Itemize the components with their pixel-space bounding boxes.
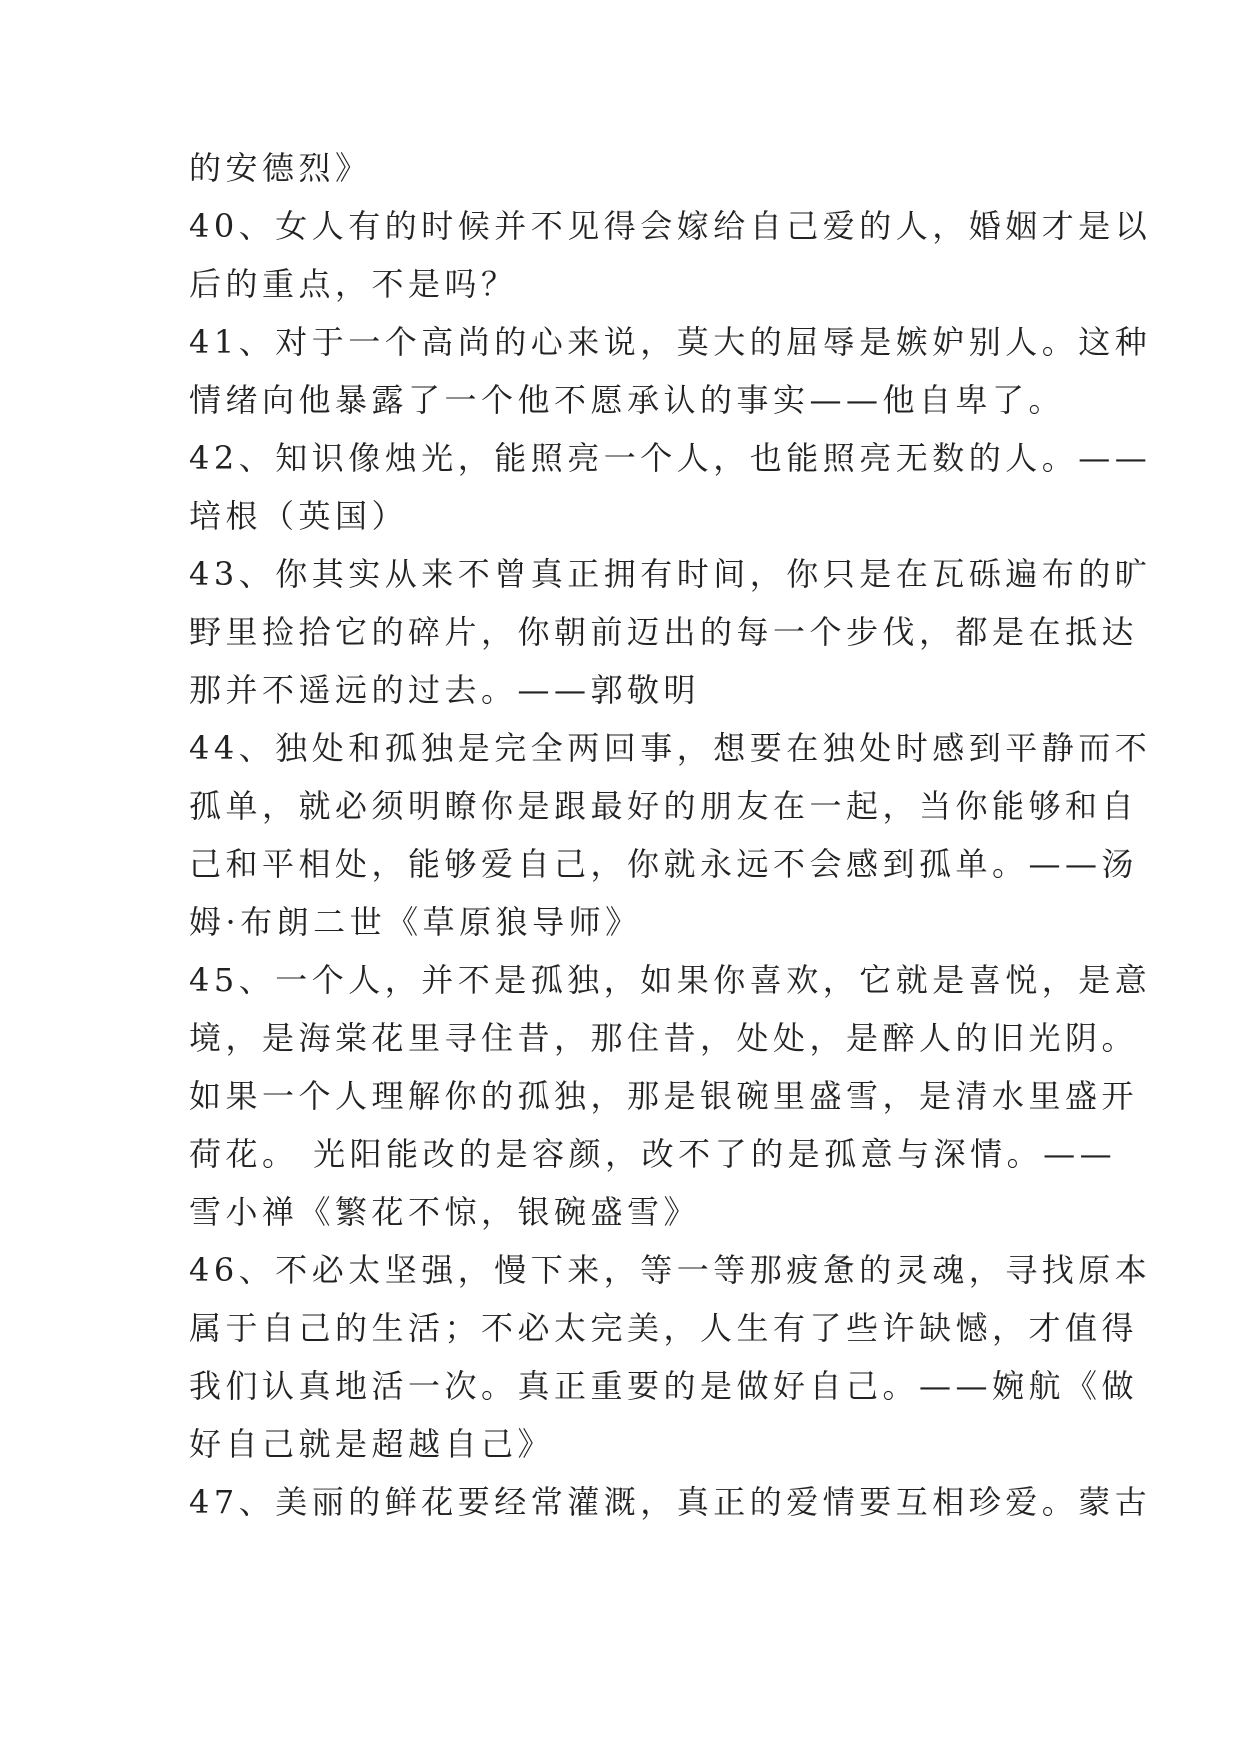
text-line: 情绪向他暴露了一个他不愿承认的事实——他自卑了。	[189, 381, 1066, 419]
text-line: 己和平相处，能够爱自己，你就永远不会感到孤单。——汤	[189, 845, 1139, 883]
text-line: 我们认真地活一次。真正重要的是做好自己。——婉航《做	[189, 1367, 1139, 1405]
text-line: 42、知识像烛光，能照亮一个人，也能照亮无数的人。——	[189, 439, 1152, 477]
text-line: 境，是海棠花里寻住昔，那住昔，处处，是醉人的旧光阴。	[189, 1019, 1139, 1057]
text-line: 45、一个人，并不是孤独，如果你喜欢，它就是喜悦，是意	[189, 961, 1152, 999]
text-line: 好自己就是超越自己》	[189, 1425, 555, 1463]
text-line: 46、不必太坚强，慢下来，等一等那疲惫的灵魂，寻找原本	[189, 1251, 1152, 1289]
text-line: 野里捡拾它的碎片，你朝前迈出的每一个步伐，都是在抵达	[189, 613, 1139, 651]
text-line: 41、对于一个高尚的心来说，莫大的屈辱是嫉妒别人。这种	[189, 323, 1152, 361]
text-line: 后的重点，不是吗？	[189, 265, 518, 303]
text-line: 如果一个人理解你的孤独，那是银碗里盛雪，是清水里盛开	[189, 1077, 1139, 1115]
text-line: 属于自己的生活；不必太完美，人生有了些许缺憾，才值得	[189, 1309, 1139, 1347]
text-line: 孤单，就必须明瞭你是跟最好的朋友在一起，当你能够和自	[189, 787, 1139, 825]
text-line: 的安德烈》	[189, 149, 372, 187]
text-line: 44、独处和孤独是完全两回事，想要在独处时感到平静而不	[189, 729, 1152, 767]
text-line: 雪小禅《繁花不惊，银碗盛雪》	[189, 1193, 701, 1231]
text-line: 培根（英国）	[189, 497, 409, 535]
text-line: 40、女人有的时候并不见得会嫁给自己爱的人，婚姻才是以	[189, 207, 1152, 245]
text-line: 43、你其实从来不曾真正拥有时间，你只是在瓦砾遍布的旷	[189, 555, 1152, 593]
text-line: 荷花。 光阳能改的是容颜，改不了的是孤意与深情。——	[189, 1135, 1117, 1173]
text-line: 那并不遥远的过去。——郭敬明	[189, 671, 701, 709]
text-line: 姆·布朗二世《草原狼导师》	[189, 903, 642, 941]
text-line: 47、美丽的鲜花要经常灌溉，真正的爱情要互相珍爱。蒙古	[189, 1483, 1152, 1521]
